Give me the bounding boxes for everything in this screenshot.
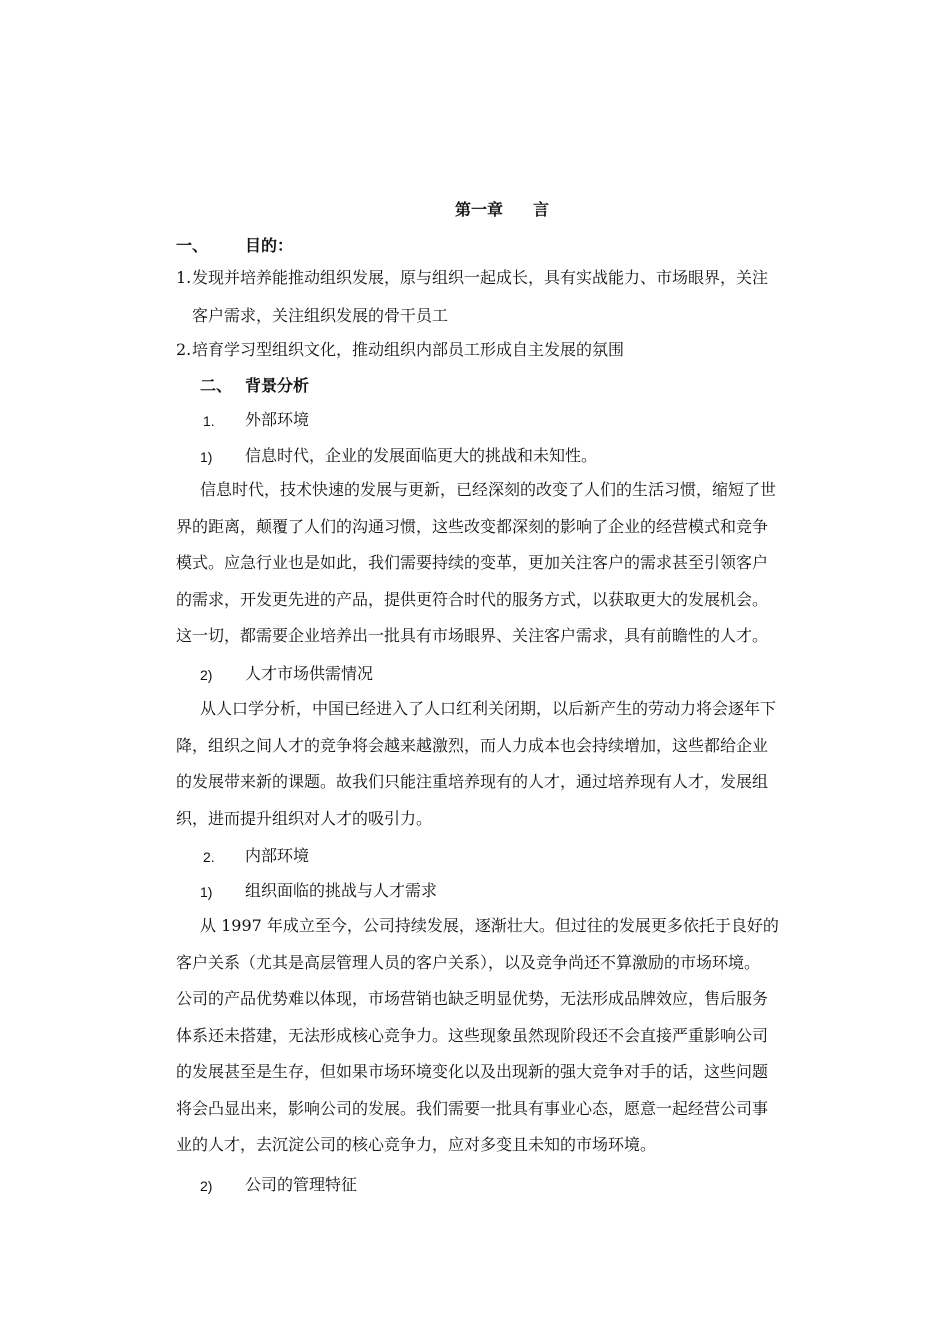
subsection-title: 内部环境 [245, 846, 310, 865]
paragraph-line: 的需求，开发更先进的产品，提供更符合时代的服务方式，以获取更大的发展机会。 [176, 589, 769, 609]
paragraph-line: 降，组织之间人才的竞争将会越来越激烈，而人力成本也会持续增加，这些都给企业 [176, 735, 769, 755]
paragraph-information-age [176, 472, 806, 655]
paragraph-line: 将会凸显出来，影响公司的发展。我们需要一批具有事业心态，愿意一起经营公司事 [176, 1098, 769, 1118]
paragraph-line: 从 1997 年成立至今，公司持续发展，逐渐壮大。但过往的发展更多依托于良好的 [200, 916, 779, 935]
paragraph-line: 这一切，都需要企业培养出一批具有市场眼界、关注客户需求，具有前瞻性的人才。 [176, 626, 769, 645]
chapter-title: 言 [533, 200, 550, 219]
subsection-number: 2. [203, 849, 215, 865]
chapter-label: 第一章 [455, 200, 504, 219]
paragraph-line: 模式。应急行业也是如此，我们需要持续的变革，更加关注客户的需求甚至引领客户 [176, 553, 769, 572]
paragraph-line: 信息时代，技术快速的发展与更新，已经深刻的改变了人们的生活习惯，缩短了世 [200, 480, 777, 499]
paragraph-line: 客户关系（尤其是高层管理人员的客户关系），以及竞争尚还不算激励的市场环境。 [176, 952, 761, 972]
item2-number: 2. [176, 340, 192, 359]
point-number: 2) [200, 1178, 213, 1194]
paragraph-line: 公司的产品优势难以体现，市场营销也缺乏明显优势，无法形成品牌效应，售后服务 [176, 989, 769, 1008]
point-number: 1) [200, 884, 213, 900]
section2-title: 背景分析 [245, 376, 310, 395]
paragraph-challenges [176, 908, 806, 1164]
point-title: 组织面临的挑战与人才需求 [245, 881, 438, 900]
paragraph-line: 从人口学分析，中国已经进入了人口红利关闭期，以后新产生的劳动力将会逐年下 [200, 699, 777, 718]
section1-number: 一、 [176, 236, 209, 255]
point-title: 信息时代，企业的发展面临更大的挑战和未知性。 [245, 446, 598, 465]
paragraph-line: 业的人才，去沉淀公司的核心竞争力，应对多变且未知的市场环境。 [176, 1135, 657, 1154]
item1-line: 发现并培养能推动组织发展，原与组织一起成长，具有实战能力、市场眼界，关注 [192, 268, 769, 287]
paragraph-line: 的发展带来新的课题。故我们只能注重培养现有的人才，通过培养现有人才，发展组 [176, 772, 769, 791]
paragraph-line: 界的距离，颠覆了人们的沟通习惯，这些改变都深刻的影响了企业的经营模式和竞争 [176, 516, 769, 536]
paragraph-line: 织，进而提升组织对人才的吸引力。 [176, 808, 433, 828]
paragraph-line: 的发展甚至是生存，但如果市场环境变化以及出现新的强大竞争对手的话，这些问题 [176, 1062, 769, 1081]
item1-line: 客户需求，关注组织发展的骨干员工 [192, 306, 449, 325]
paragraph-line: 体系还未搭建，无法形成核心竞争力。这些现象虽然现阶段还不会直接严重影响公司 [176, 1025, 769, 1045]
item1-number: 1. [176, 268, 192, 287]
point-number: 2) [200, 667, 213, 683]
paragraph-talent-market [176, 691, 806, 837]
item2-text: 培育学习型组织文化，推动组织内部员工形成自主发展的氛围 [192, 340, 625, 359]
section1-title: 目的： [245, 236, 294, 255]
subsection-number: 1. [203, 413, 215, 429]
subsection-title: 外部环境 [245, 410, 310, 429]
point-title: 人才市场供需情况 [245, 664, 374, 683]
point-number: 1) [200, 449, 213, 465]
point-title: 公司的管理特征 [245, 1175, 358, 1194]
section2-number: 二、 [200, 376, 233, 395]
